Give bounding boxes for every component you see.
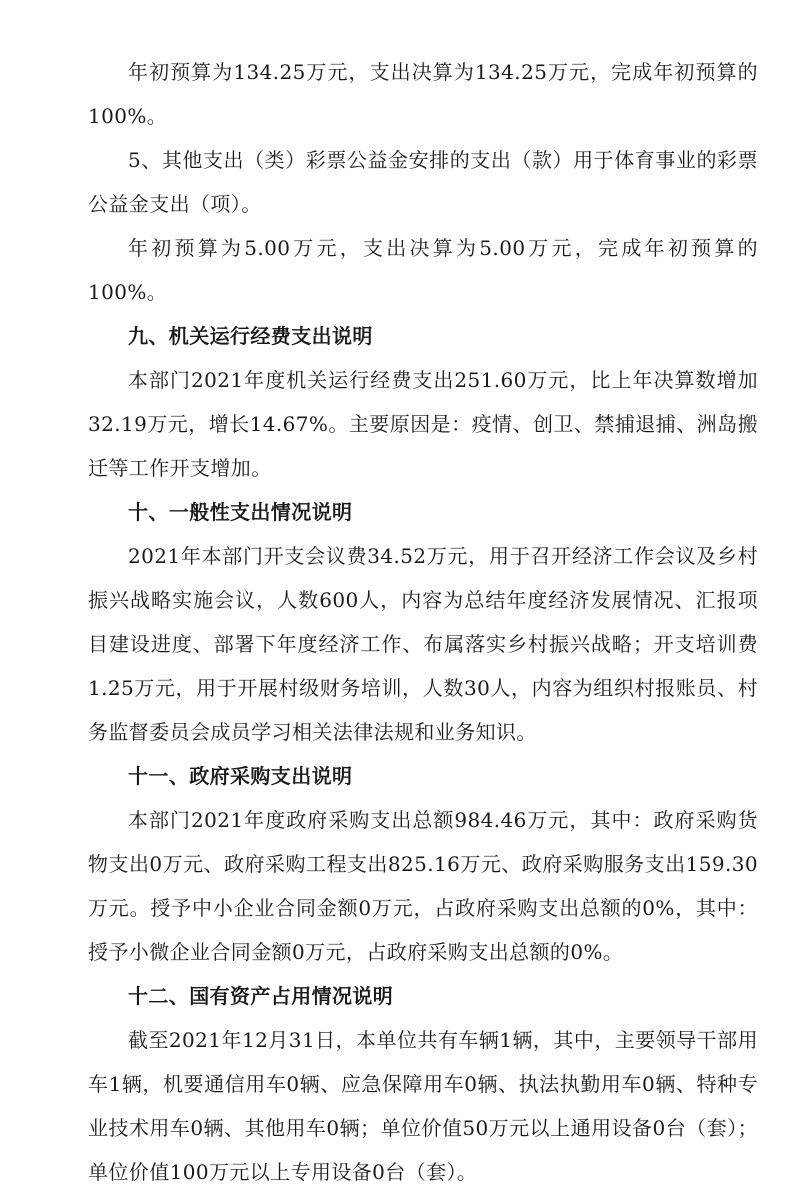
para-section-10-body: 2021年本部门开支会议费34.52万元，用于召开经济工作会议及乡村振兴战略实施会议，人数600人，内容为总结年度经济发展情况、汇报项目建设进度、部署下年度经济工作、布属落实乡村振兴战略；开支培训费1.25万元，用于开展村级财务培训，人数30人，内容为组织村报账员、村务监督委员会成员学习相关法律法规和业务知识。: [88, 544, 758, 744]
para-section-11-body: 本部门2021年度政府采购支出总额984.46万元，其中：政府采购货物支出0万元、政府采购工程支出825.16万元、政府采购服务支出159.30万元。授予中小企业合同金额0万元，占政府采购支出总额的0%，其中：授予小微企业合同金额0万元，占政府采购支出总额的0%。: [88, 808, 758, 964]
para-section-9-body: 本部门2021年度机关运行经费支出251.60万元，比上年决算数增加32.19万元，增长14.67%。主要原因是：疫情、创卫、禁捕退捕、洲岛搬迁等工作开支增加。: [88, 368, 758, 480]
document-page: [88, 50, 758, 1194]
heading-section-12: 十二、国有资产占用情况说明: [128, 984, 394, 1008]
para-item-5-other-expenditure: 5、其他支出（类）彩票公益金安排的支出（款）用于体育事业的彩票公益金支出（项）。: [88, 148, 758, 216]
para-section-12-body: 截至2021年12月31日，本单位共有车辆1辆，其中，主要领导干部用车1辆，机要通信用车0辆、应急保障用车0辆、执法执勤用车0辆、特种专业技术用车0辆、其他用车0辆；单位价值50万元以上通用设备0台（套）；单位价值100万元以上专用设备0台（套）。: [88, 1028, 758, 1184]
heading-section-11: 十一、政府采购支出说明: [128, 764, 353, 788]
para-budget-sports-lottery-completion: 年初预算为134.25万元，支出决算为134.25万元，完成年初预算的100%。: [88, 60, 758, 128]
heading-section-9: 九、机关运行经费支出说明: [128, 324, 373, 348]
heading-section-10: 十、一般性支出情况说明: [128, 500, 353, 524]
para-budget-item-5-completion: 年初预算为5.00万元，支出决算为5.00万元，完成年初预算的100%。: [88, 236, 758, 304]
